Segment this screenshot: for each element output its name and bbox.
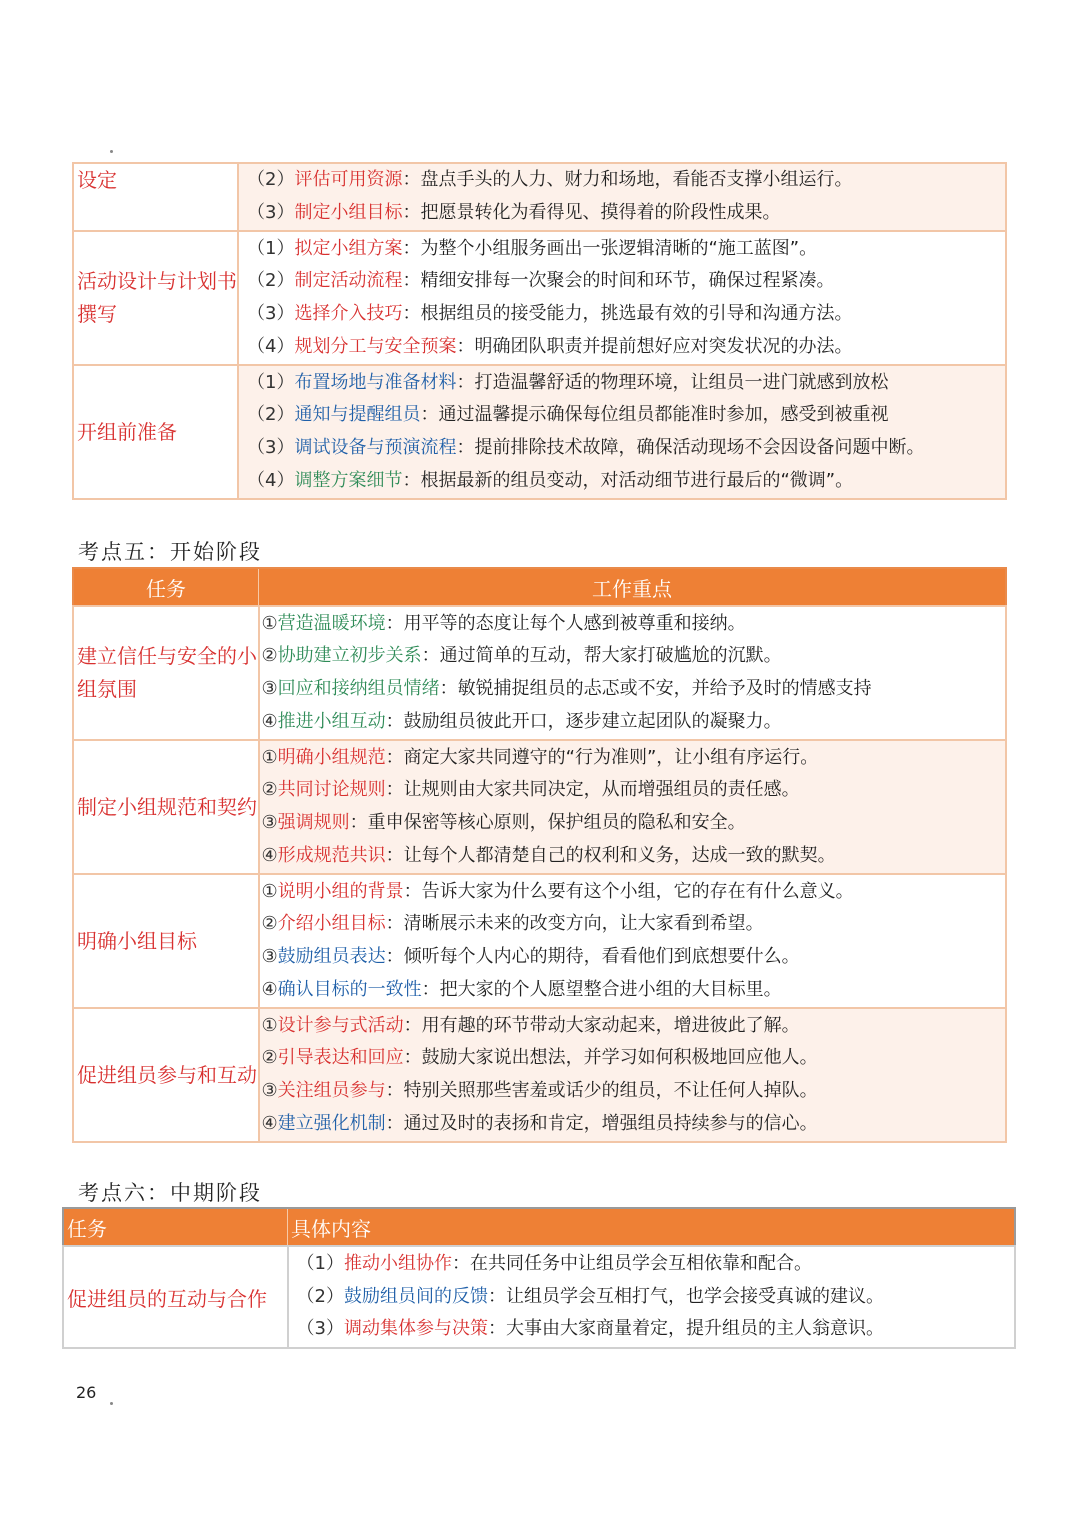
task-label: 明确小组目标 xyxy=(77,928,197,953)
task-label: 开组前准备 xyxy=(77,419,177,444)
table-header-row xyxy=(73,568,1006,606)
keyword: 推动小组协作 xyxy=(343,1253,452,1275)
keyword: 调整方案细节 xyxy=(294,469,403,491)
table-header-row xyxy=(63,1208,1015,1246)
list-item: （1）布置场地与准备材料：打造温馨舒适的物理环境，让组员一进门就感到放松 xyxy=(247,371,889,393)
list-item: （3）制定小组目标：把愿景转化为看得见、摸得着的阶段性成果。 xyxy=(247,202,781,223)
list-item: （3）选择介入技巧：根据组员的接受能力，挑选最有效的引导和沟通方法。 xyxy=(247,303,853,324)
keyword: 引导表达和回应 xyxy=(277,1047,404,1069)
list-item: ①营造温暖环境：用平等的态度让每个人感到被尊重和接纳。 xyxy=(261,612,746,634)
task-label: 促进组员参与和互动 xyxy=(77,1062,257,1087)
keyword: 建立强化机制 xyxy=(277,1112,386,1134)
keyword: 鼓励组员表达 xyxy=(277,946,386,967)
task-cell xyxy=(63,1246,288,1348)
content-cell xyxy=(238,231,1006,365)
content-cell xyxy=(259,740,1007,874)
section-title: 考点六：中期阶段 xyxy=(78,1181,262,1205)
task-cell xyxy=(73,163,238,231)
scan-dot xyxy=(110,1402,113,1405)
content-cell xyxy=(259,606,1007,740)
keyword: 回应和接纳组员情绪 xyxy=(277,678,440,699)
list-item: （4）调整方案细节：根据最新的组员变动，对活动细节进行最后的“微调”。 xyxy=(247,469,854,491)
keyword: 强调规则 xyxy=(277,812,350,833)
task-label: 促进组员的互动与合作 xyxy=(67,1286,267,1311)
table-row xyxy=(73,1008,1006,1142)
section-title: 考点五：开始阶段 xyxy=(78,540,262,564)
task-label: 制定小组规范和契约 xyxy=(77,794,257,819)
keyword: 说明小组的背景 xyxy=(277,880,404,902)
task-cell xyxy=(73,874,259,1008)
table-row xyxy=(73,874,1006,1008)
task-label: 活动设计与计划书撰写 xyxy=(77,269,237,326)
column-header-focus: 工作重点 xyxy=(259,568,1007,606)
task-cell xyxy=(73,606,259,740)
table-row xyxy=(73,231,1006,365)
list-item: （1）拟定小组方案：为整个小组服务画出一张逻辑清晰的“施工蓝图”。 xyxy=(247,237,818,259)
keyword: 通知与提醒组员 xyxy=(294,404,421,426)
keyword: 调动集体参与决策 xyxy=(343,1318,488,1340)
list-item: ④形成规范共识：让每个人都清楚自己的权利和义务，达成一致的默契。 xyxy=(261,844,836,866)
task-cell xyxy=(73,365,238,499)
keyword: 关注组员参与 xyxy=(277,1080,386,1101)
list-item: ③鼓励组员表达：倾听每个人内心的期待，看看他们到底想要什么。 xyxy=(261,946,800,967)
list-item: ②协助建立初步关系：通过简单的互动，帮大家打破尴尬的沉默。 xyxy=(261,645,782,667)
list-item: ①设计参与式活动：用有趣的环节带动大家动起来，增进彼此了解。 xyxy=(261,1014,800,1036)
task-cell xyxy=(73,1008,259,1142)
keyword: 制定活动流程 xyxy=(294,270,403,292)
list-item: ③关注组员参与：特别关照那些害羞或话少的组员，不让任何人掉队。 xyxy=(261,1080,818,1101)
content-cell xyxy=(259,1008,1007,1142)
list-item: ④建立强化机制：通过及时的表扬和肯定，增强组员持续参与的信心。 xyxy=(261,1112,818,1134)
list-item: ④确认目标的一致性：把大家的个人愿望整合进小组的大目标里。 xyxy=(261,978,782,1000)
keyword: 形成规范共识 xyxy=(277,844,386,866)
list-item: （1）推动小组协作：在共同任务中让组员学会互相依靠和配合。 xyxy=(296,1253,812,1275)
list-item: （2）通知与提醒组员：通过温馨提示确保每位组员都能准时参加，感受到被重视 xyxy=(247,404,889,426)
list-item: ②介绍小组目标：清晰展示未来的改变方向，让大家看到希望。 xyxy=(261,913,764,935)
list-item: ②引导表达和回应：鼓励大家说出想法，并学习如何积极地回应他人。 xyxy=(261,1047,818,1069)
start-stage-table xyxy=(72,567,1007,1143)
keyword: 推进小组互动 xyxy=(277,710,386,732)
task-label: 设定 xyxy=(77,168,117,192)
page-number: 26 xyxy=(76,1383,97,1402)
list-item: （2）评估可用资源：盘点手头的人力、财力和场地，看能否支撑小组运行。 xyxy=(247,169,853,191)
keyword: 调试设备与预演流程 xyxy=(294,437,457,458)
keyword: 明确小组规范 xyxy=(277,746,386,768)
list-item: （3）调试设备与预演流程：提前排除技术故障，确保活动现场不会因设备问题中断。 xyxy=(247,437,925,458)
list-item: ③回应和接纳组员情绪：敏锐捕捉组员的忐忑或不安，并给予及时的情感支持 xyxy=(261,678,872,699)
preparation-table xyxy=(72,162,1007,500)
keyword: 拟定小组方案 xyxy=(294,237,403,259)
list-item: （2）制定活动流程：精细安排每一次聚会的时间和环节，确保过程紧凑。 xyxy=(247,270,835,292)
list-item: ④推进小组互动：鼓励组员彼此开口，逐步建立起团队的凝聚力。 xyxy=(261,710,782,732)
task-cell xyxy=(73,740,259,874)
keyword: 协助建立初步关系 xyxy=(277,645,422,667)
keyword: 鼓励组员间的反馈 xyxy=(343,1285,488,1307)
scan-dot xyxy=(110,150,113,153)
column-header-task: 任务 xyxy=(73,568,259,606)
list-item: ②共同讨论规则：让规则由大家共同决定，从而增强组员的责任感。 xyxy=(261,779,800,801)
keyword: 设计参与式活动 xyxy=(277,1014,404,1036)
middle-stage-table xyxy=(62,1207,1016,1349)
keyword: 规划分工与安全预案 xyxy=(294,335,457,357)
keyword: 共同讨论规则 xyxy=(277,779,386,801)
keyword: 布置场地与准备材料 xyxy=(294,371,457,393)
content-cell xyxy=(259,874,1007,1008)
column-header-task: 任务 xyxy=(63,1208,288,1246)
table-row xyxy=(73,606,1006,740)
column-header-content: 具体内容 xyxy=(288,1208,1016,1246)
list-item: （3）调动集体参与决策：大事由大家商量着定，提升组员的主人翁意识。 xyxy=(296,1318,884,1340)
content-cell xyxy=(288,1246,1016,1348)
keyword: 营造温暖环境 xyxy=(277,612,386,634)
table-row xyxy=(73,740,1006,874)
keyword: 制定小组目标 xyxy=(294,202,403,223)
content-cell xyxy=(238,365,1006,499)
keyword: 介绍小组目标 xyxy=(277,913,386,935)
task-cell xyxy=(73,231,238,365)
list-item: （4）规划分工与安全预案：明确团队职责并提前想好应对突发状况的办法。 xyxy=(247,335,853,357)
keyword: 评估可用资源 xyxy=(294,169,403,191)
keyword: 确认目标的一致性 xyxy=(277,978,422,1000)
list-item: ③强调规则：重申保密等核心原则，保护组员的隐私和安全。 xyxy=(261,812,746,833)
list-item: ①明确小组规范：商定大家共同遵守的“行为准则”，让小组有序运行。 xyxy=(261,746,819,768)
list-item: ①说明小组的背景：告诉大家为什么要有这个小组，它的存在有什么意义。 xyxy=(261,880,854,902)
table-row xyxy=(73,365,1006,499)
keyword: 选择介入技巧 xyxy=(294,303,403,324)
table-row xyxy=(63,1246,1015,1348)
list-item: （2）鼓励组员间的反馈：让组员学会互相打气，也学会接受真诚的建议。 xyxy=(296,1285,884,1307)
task-label: 建立信任与安全的小组氛围 xyxy=(77,644,257,701)
table-row xyxy=(73,163,1006,231)
content-cell xyxy=(238,163,1006,231)
